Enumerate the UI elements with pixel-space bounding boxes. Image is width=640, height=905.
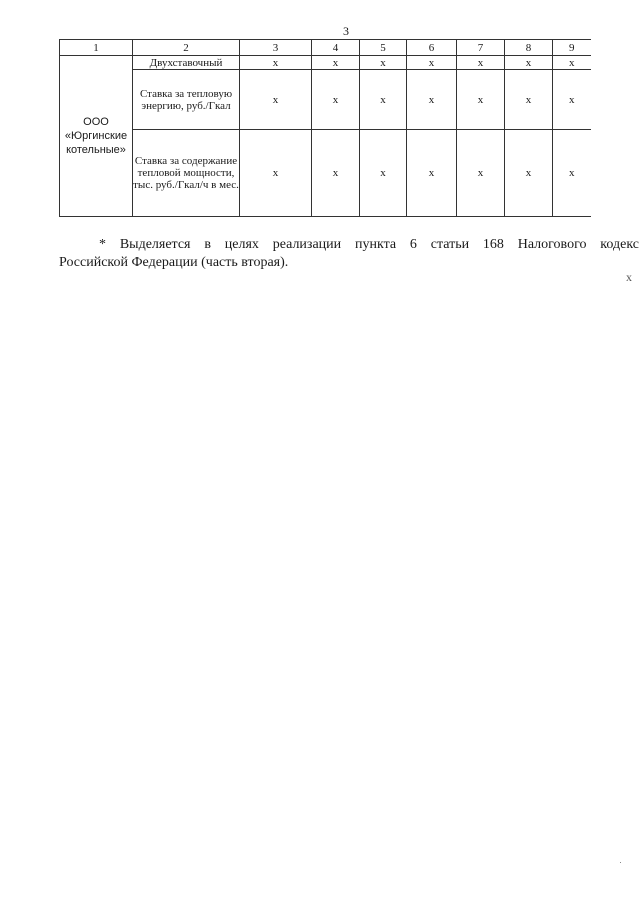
column-number: 8 bbox=[505, 40, 553, 56]
table-cell: х bbox=[407, 130, 457, 217]
footnote-line: * Выделяется в целях реализации пункта 6 статьи 168 Налогового кодекс bbox=[99, 237, 639, 252]
table-cell: х bbox=[407, 56, 457, 70]
column-number: 6 bbox=[407, 40, 457, 56]
table-cell: х bbox=[240, 70, 312, 130]
table-cell: х bbox=[505, 70, 553, 130]
table-cell: х bbox=[553, 130, 591, 217]
column-number: 2 bbox=[133, 40, 240, 56]
table-cell: х bbox=[457, 70, 505, 130]
table-row bbox=[60, 70, 591, 130]
table-cell: х bbox=[553, 70, 591, 130]
column-number: 1 bbox=[60, 40, 133, 56]
scan-speck bbox=[620, 862, 621, 863]
rate-label: Ставка за тепловую энергию, руб./Гкал bbox=[133, 70, 240, 130]
table-cell: х bbox=[407, 70, 457, 130]
table-cell: х bbox=[457, 56, 505, 70]
table-cell: х bbox=[312, 130, 360, 217]
rate-label: Ставка за содержание тепловой мощности, тыс. руб./Гкал/ч в мес. bbox=[133, 130, 240, 217]
column-number: 4 bbox=[312, 40, 360, 56]
table-cell: х bbox=[360, 70, 407, 130]
table-cell: х bbox=[312, 56, 360, 70]
cut-off-mark: х bbox=[626, 270, 632, 284]
column-number: 7 bbox=[457, 40, 505, 56]
table-row bbox=[60, 56, 591, 70]
table-cell: х bbox=[457, 130, 505, 217]
table-cell: х bbox=[553, 56, 591, 70]
column-number: 5 bbox=[360, 40, 407, 56]
table-cell: х bbox=[360, 56, 407, 70]
footnote bbox=[59, 236, 639, 272]
page-number: 3 bbox=[343, 24, 349, 38]
rate-label: Двухставочный bbox=[133, 56, 240, 70]
column-number: 9 bbox=[553, 40, 591, 56]
column-number: 3 bbox=[240, 40, 312, 56]
tariff-table bbox=[59, 39, 591, 217]
table-cell: х bbox=[360, 130, 407, 217]
table-cell: х bbox=[312, 70, 360, 130]
table-row bbox=[60, 130, 591, 217]
table-cell: х bbox=[240, 130, 312, 217]
footnote-line: Российской Федерации (часть вторая). bbox=[59, 255, 289, 270]
table-header-row bbox=[60, 40, 591, 56]
table-cell: х bbox=[505, 130, 553, 217]
organization-name: ООО «Юргинские котельные» bbox=[60, 56, 133, 217]
table-cell: х bbox=[505, 56, 553, 70]
table-cell: х bbox=[240, 56, 312, 70]
